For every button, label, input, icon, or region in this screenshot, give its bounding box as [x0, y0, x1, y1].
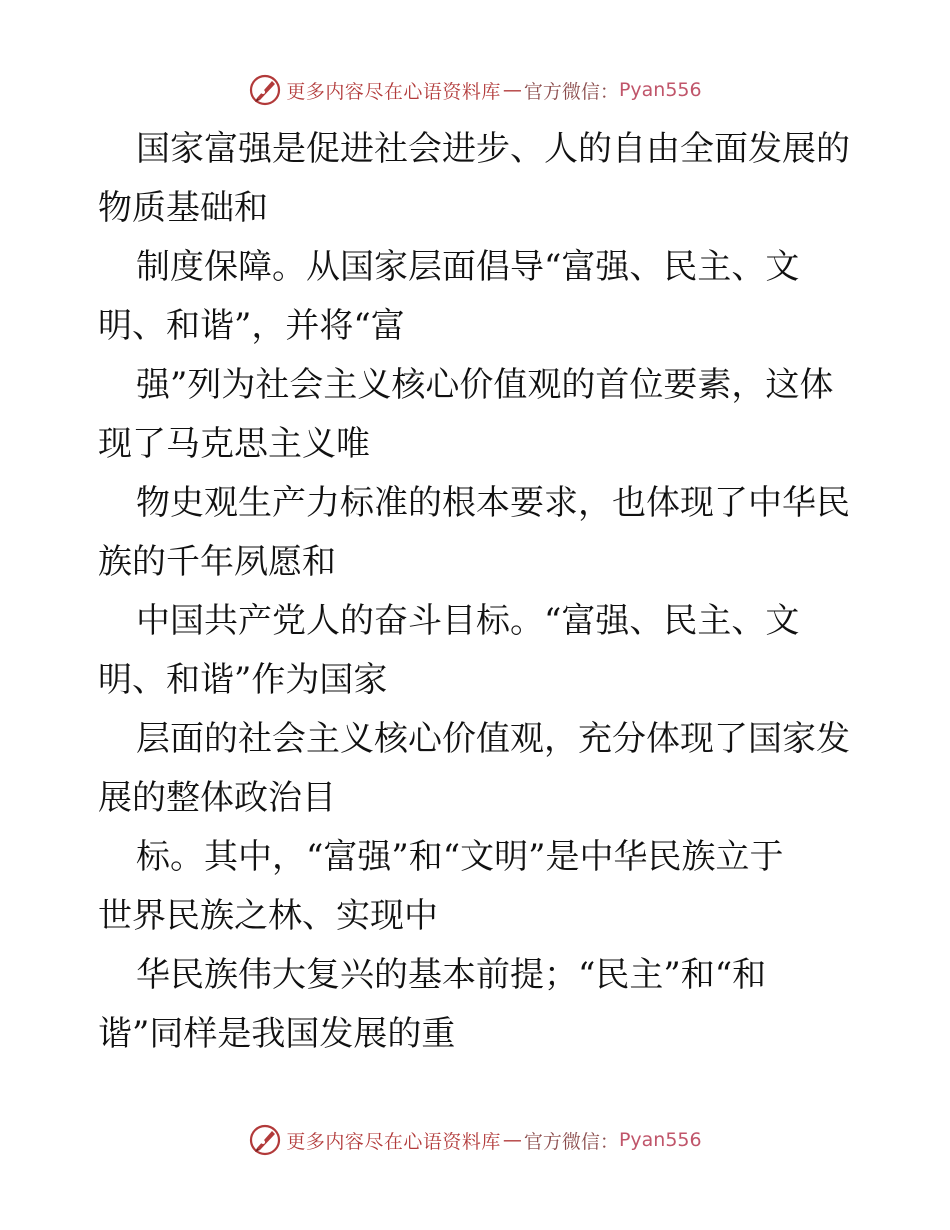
text-line: 明、和谐”作为国家 [98, 660, 388, 700]
header-wechat-label: 官方微信： [523, 80, 619, 103]
text-line: 现了马克思主义唯 [98, 424, 370, 464]
quill-pen-logo-icon [248, 73, 282, 107]
text-line: 族的千年夙愿和 [98, 542, 336, 582]
text-line: 明、和谐”，并将“富 [98, 306, 405, 346]
text-line: 中国共产党人的奋斗目标。“富强、民主、文 [136, 601, 800, 641]
text-line: 谐”同样是我国发展的重 [98, 1014, 456, 1054]
footer-banner [0, 1120, 950, 1160]
text-line: 强”列为社会主义核心价值观的首位要素，这体 [136, 365, 834, 405]
text-line: 世界民族之林、实现中 [98, 896, 438, 936]
quill-pen-logo-icon [248, 1123, 282, 1157]
header-banner [0, 70, 950, 110]
document-body [98, 120, 858, 1064]
header-wechat-id: Pyan556 [618, 79, 702, 101]
footer-separator: — [502, 1129, 522, 1151]
header-site-text: 更多内容尽在心语资料库 [286, 80, 501, 103]
header-separator: — [502, 79, 522, 101]
footer-wechat-label: 官方微信： [523, 1130, 619, 1153]
text-line: 标。其中，“富强”和“文明”是中华民族立于 [136, 837, 784, 877]
footer-wechat-id: Pyan556 [618, 1129, 702, 1151]
text-line: 华民族伟大复兴的基本前提；“民主”和“和 [136, 955, 767, 995]
footer-site-text: 更多内容尽在心语资料库 [286, 1130, 501, 1153]
text-line: 层面的社会主义核心价值观，充分体现了国家发 [136, 719, 850, 759]
text-line: 展的整体政治目 [98, 778, 336, 818]
text-line: 物史观生产力标准的根本要求，也体现了中华民 [136, 483, 850, 523]
text-line: 制度保障。从国家层面倡导“富强、民主、文 [136, 247, 800, 287]
text-line: 国家富强是促进社会进步、人的自由全面发展的 [136, 129, 850, 169]
text-line: 物质基础和 [98, 188, 268, 228]
